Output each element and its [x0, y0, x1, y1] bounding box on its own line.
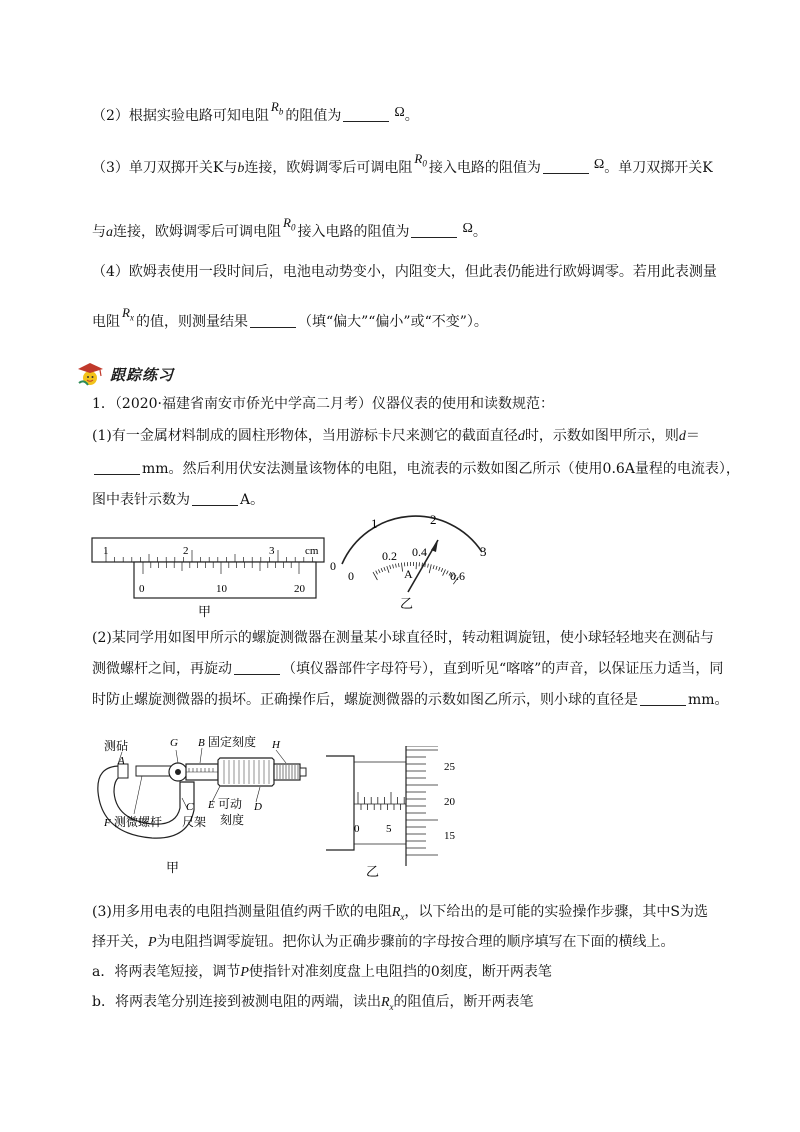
dial-tick	[433, 565, 434, 569]
vernier-caliper-figure	[86, 522, 332, 620]
label-fixed-scale: 固定刻度	[208, 735, 257, 749]
dial-tick	[446, 571, 448, 575]
dial-tick	[376, 571, 378, 575]
p1-step-a: a．将两表笔短接，调节P使指针对准刻度盘上电阻挡的0刻度，断开两表笔	[92, 964, 552, 980]
answer-blank	[411, 223, 457, 238]
inner-label-02: 0.2	[382, 549, 397, 563]
answer-blank	[343, 107, 389, 122]
thimble-label-20: 20	[444, 796, 455, 808]
main-scale-label-1: 1	[103, 545, 109, 557]
q2-line: （2）根据实验电路可知电阻$R_b$ 的阻值为 Ω。	[92, 99, 419, 124]
label-A: A	[118, 755, 125, 767]
sleeve-label-5: 5	[386, 823, 392, 835]
p1-s1-line2: mm。然后利用伏安法测量该物体的电阻，电流表的示数如图乙所示（使用0.6A量程的电流表），	[92, 459, 740, 479]
dial-tick	[398, 563, 399, 567]
dial-tick	[390, 565, 391, 569]
answer-blank	[234, 660, 280, 675]
label-F: F	[104, 817, 111, 829]
outer-label-3: 3	[480, 544, 487, 559]
answer-blank	[543, 159, 589, 174]
label-H: H	[272, 739, 280, 751]
caption-yi-2: 乙	[366, 864, 380, 879]
section-heading	[76, 360, 174, 388]
graduation-cap-icon	[76, 361, 106, 387]
label-G: G	[170, 737, 178, 749]
p1-s3-line2: 择开关，P为电阻挡调零旋钮。把你认为正确步骤前的字母按合理的顺序填写在下面的横线上。	[92, 934, 675, 950]
thimble-label-15: 15	[444, 830, 455, 842]
p1-s2-line1: (2)某同学用如图甲所示的螺旋测微器在测量某小球直径时，转动粗调旋钮，使小球轻轻地夹在测砧与	[92, 630, 714, 646]
label-spindle: 测微螺杆	[114, 815, 163, 829]
p1-title: 1．（2020·福建省南安市侨光中学高二月考）仪器仪表的使用和读数规范：	[92, 396, 554, 412]
dial-tick	[401, 563, 402, 572]
dial-tick	[396, 564, 397, 568]
ammeter-figure	[330, 512, 500, 612]
main-scale-label-2: 2	[183, 545, 189, 557]
label-E: E	[208, 799, 215, 811]
p1-step-b: b．将两表笔分别连接到被测电阻的两端，读出$R_x$的阻值后，断开两表笔	[92, 994, 534, 1012]
p1-s2-line2: 测微螺杆之间，再旋动 （填仪器部件字母符号），直到听见“喀喀”的声音，以保证压力适当，同	[92, 661, 724, 677]
ammeter-unit: A	[404, 567, 413, 581]
dial-tick	[428, 564, 429, 568]
caption-jia: 甲	[198, 604, 212, 619]
q4-line1: （4）欧姆表使用一段时间后，电池电动势变小，内阻变大，但此表仍能进行欧姆调零。若用此表测量	[92, 264, 717, 280]
dial-tick	[393, 564, 394, 568]
q4-line2: 电阻$R_x$ 的值，则测量结果 （填“偏大”“偏小”或“不变”）。	[92, 305, 488, 330]
answer-blank	[94, 460, 140, 475]
vernier-label-10: 10	[216, 583, 227, 595]
vernier-label-20: 20	[294, 583, 305, 595]
label-movable: 可动	[218, 797, 243, 811]
dial-tick	[381, 568, 383, 572]
symbol-rb: $R_b$	[270, 99, 284, 117]
micrometer-reading-figure	[326, 746, 476, 882]
vernier-label-0: 0	[139, 583, 145, 595]
inner-label-06: 0.6	[450, 569, 465, 583]
label-frame: 尺架	[182, 815, 207, 829]
dial-tick	[378, 569, 380, 573]
p1-s2-line3: 时防止螺旋测微器的损坏。正确操作后，螺旋测微器的示数如图乙所示，则小球的直径是 mm。	[92, 692, 729, 708]
caption-jia-2: 甲	[166, 860, 180, 875]
label-C: C	[186, 801, 194, 813]
symbol-r0: $R_0$	[283, 215, 296, 233]
thimble-label-25: 25	[444, 761, 455, 773]
q3-line2: 与a连接，欧姆调零后可调电阻$R_0$ 接入电路的阻值为 Ω。	[92, 215, 487, 240]
inner-label-0: 0	[348, 569, 354, 583]
dial-tick	[387, 566, 389, 573]
answer-blank	[640, 691, 686, 706]
symbol-r0: $R_0$	[414, 151, 427, 169]
main-scale-unit: cm	[305, 545, 319, 557]
dial-tick	[443, 569, 446, 575]
micrometer-figure	[96, 730, 336, 878]
label-anvil: 测砧	[104, 739, 129, 753]
p1-s1-line3: 图中表针示数为 A。	[92, 492, 265, 508]
q3-line1: （3）单刀双掷开关K与b连接，欧姆调零后可调电阻$R_0$ 接入电路的阻值为 Ω。单刀双掷开关K	[92, 151, 713, 176]
dial-tick	[436, 566, 437, 570]
inner-label-04: 0.4	[412, 545, 427, 559]
outer-label-2: 2	[430, 512, 437, 527]
label-movable-2: 刻度	[220, 813, 245, 827]
answer-blank	[250, 313, 296, 328]
main-scale-label-3: 3	[269, 545, 275, 557]
section-title: 跟踪练习	[110, 365, 175, 384]
label-D: D	[254, 801, 262, 813]
sleeve-label-0: 0	[354, 823, 360, 835]
outer-label-1: 1	[371, 516, 378, 531]
dial-tick	[384, 567, 385, 571]
dial-tick	[441, 568, 443, 572]
p1-s3-line1: (3)用多用电表的电阻挡测量阻值约两千欧的电阻$R_x$，以下给出的是可能的实验操作步骤，其中S为选	[92, 904, 708, 922]
caption-yi: 乙	[400, 596, 414, 611]
answer-blank	[192, 491, 238, 506]
label-B: B	[198, 737, 205, 749]
dial-tick	[439, 567, 440, 571]
symbol-rx: $R_x$	[122, 305, 134, 323]
p1-s1-line1: (1)有一金属材料制成的圆柱形物体，当用游标卡尺来测它的截面直径d时，示数如图甲所示，则d＝	[92, 428, 700, 444]
dial-tick	[429, 564, 431, 573]
outer-label-0: 0	[330, 559, 336, 573]
